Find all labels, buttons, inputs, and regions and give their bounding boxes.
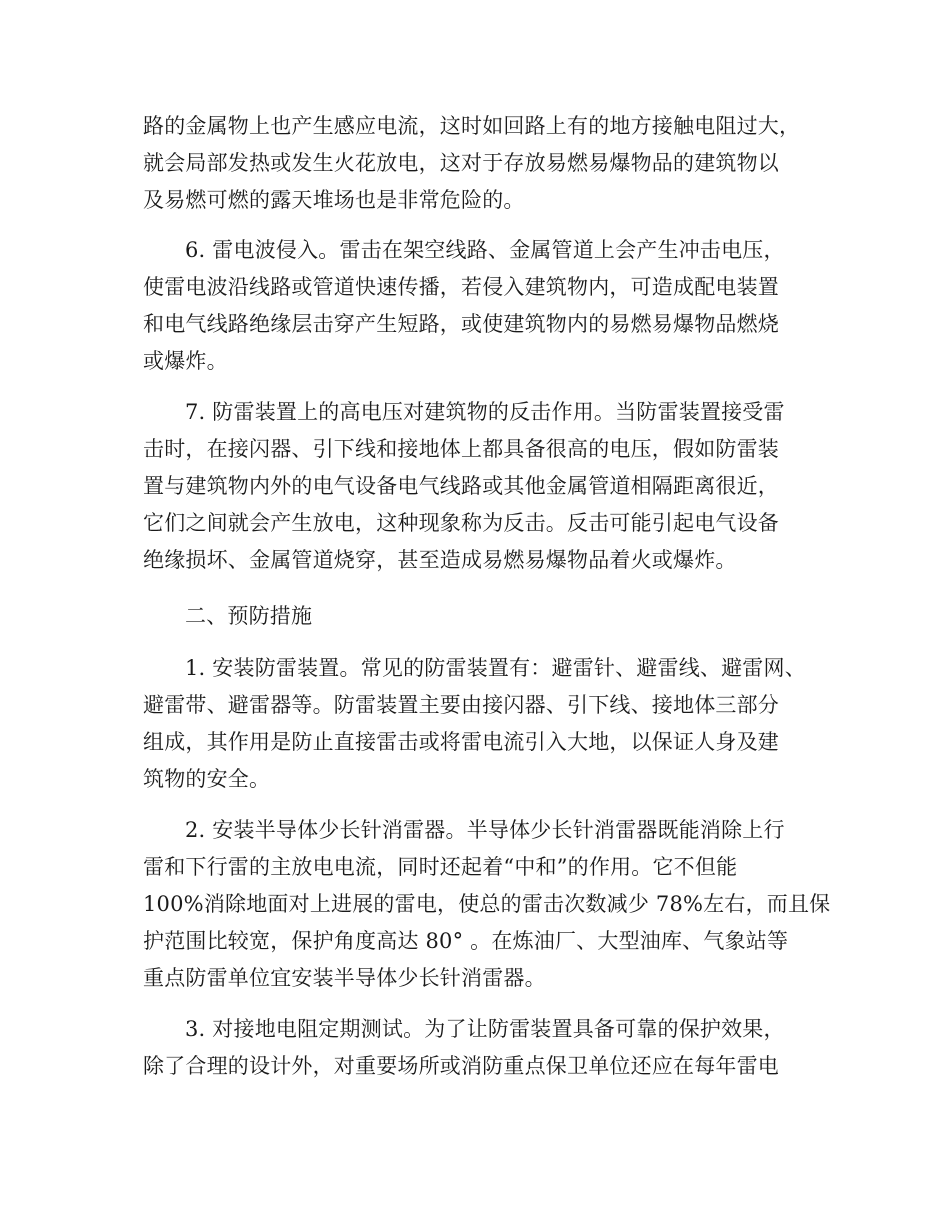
paragraph-first-line: 3. 对接地电阻定期测试。为了让防雷装置具备可靠的保护效果，: [185, 1017, 785, 1041]
text-line: 及易燃可燃的露天堆场也是非常危险的。: [143, 188, 525, 212]
text-line: 组成，其作用是防止直接雷击或将雷电流引入大地，以保证人身及建: [143, 730, 779, 754]
text-line: 除了合理的设计外，对重要场所或消防重点保卫单位还应在每年雷电: [143, 1054, 779, 1078]
text-line: 就会局部发热或发生火花放电，这对于存放易燃易爆物品的建筑物以: [143, 151, 779, 175]
text-line: 或爆炸。: [143, 349, 228, 373]
text-line: 击时，在接闪器、引下线和接地体上都具备很高的电压，假如防雷装: [143, 437, 779, 461]
paragraph-first-line: 2. 安装半导体少长针消雷器。半导体少长针消雷器既能消除上行: [185, 818, 785, 842]
section-heading: 二、预防措施: [185, 604, 313, 628]
paragraph-first-line: 1. 安装防雷装置。常见的防雷装置有：避雷针、避雷线、避雷网、: [185, 656, 806, 680]
text-line: 和电气线路绝缘层击穿产生短路，或使建筑物内的易燃易爆物品燃烧: [143, 312, 779, 336]
text-line: 100%消除地面对上进展的雷电，使总的雷击次数减少 78%左右，而且保: [143, 892, 831, 916]
text-line: 使雷电波沿线路或管道快速传播，若侵入建筑物内，可造成配电装置: [143, 275, 779, 299]
text-line: 避雷带、避雷器等。防雷装置主要由接闪器、引下线、接地体三部分: [143, 693, 779, 717]
text-line: 护范围比较宽，保护角度高达 80° 。在炼油厂、大型油库、气象站等: [143, 929, 789, 953]
text-line: 绝缘损坏、金属管道烧穿，甚至造成易燃易爆物品着火或爆炸。: [143, 548, 737, 572]
paragraph-first-line: 6. 雷电波侵入。雷击在架空线路、金属管道上会产生冲击电压，: [185, 238, 785, 262]
text-line: 路的金属物上也产生感应电流，这时如回路上有的地方接触电阻过大，: [143, 114, 801, 138]
text-line: 雷和下行雷的主放电电流，同时还起着“中和”的作用。它不但能: [143, 855, 738, 879]
text-line: 筑物的安全。: [143, 767, 271, 791]
paragraph-first-line: 7. 防雷装置上的高电压对建筑物的反击作用。当防雷装置接受雷: [185, 400, 785, 424]
text-line: 置与建筑物内外的电气设备电气线路或其他金属管道相隔距离很近，: [143, 474, 779, 498]
text-line: 它们之间就会产生放电，这种现象称为反击。反击可能引起电气设备: [143, 511, 779, 535]
text-line: 重点防雷单位宜安装半导体少长针消雷器。: [143, 966, 546, 990]
